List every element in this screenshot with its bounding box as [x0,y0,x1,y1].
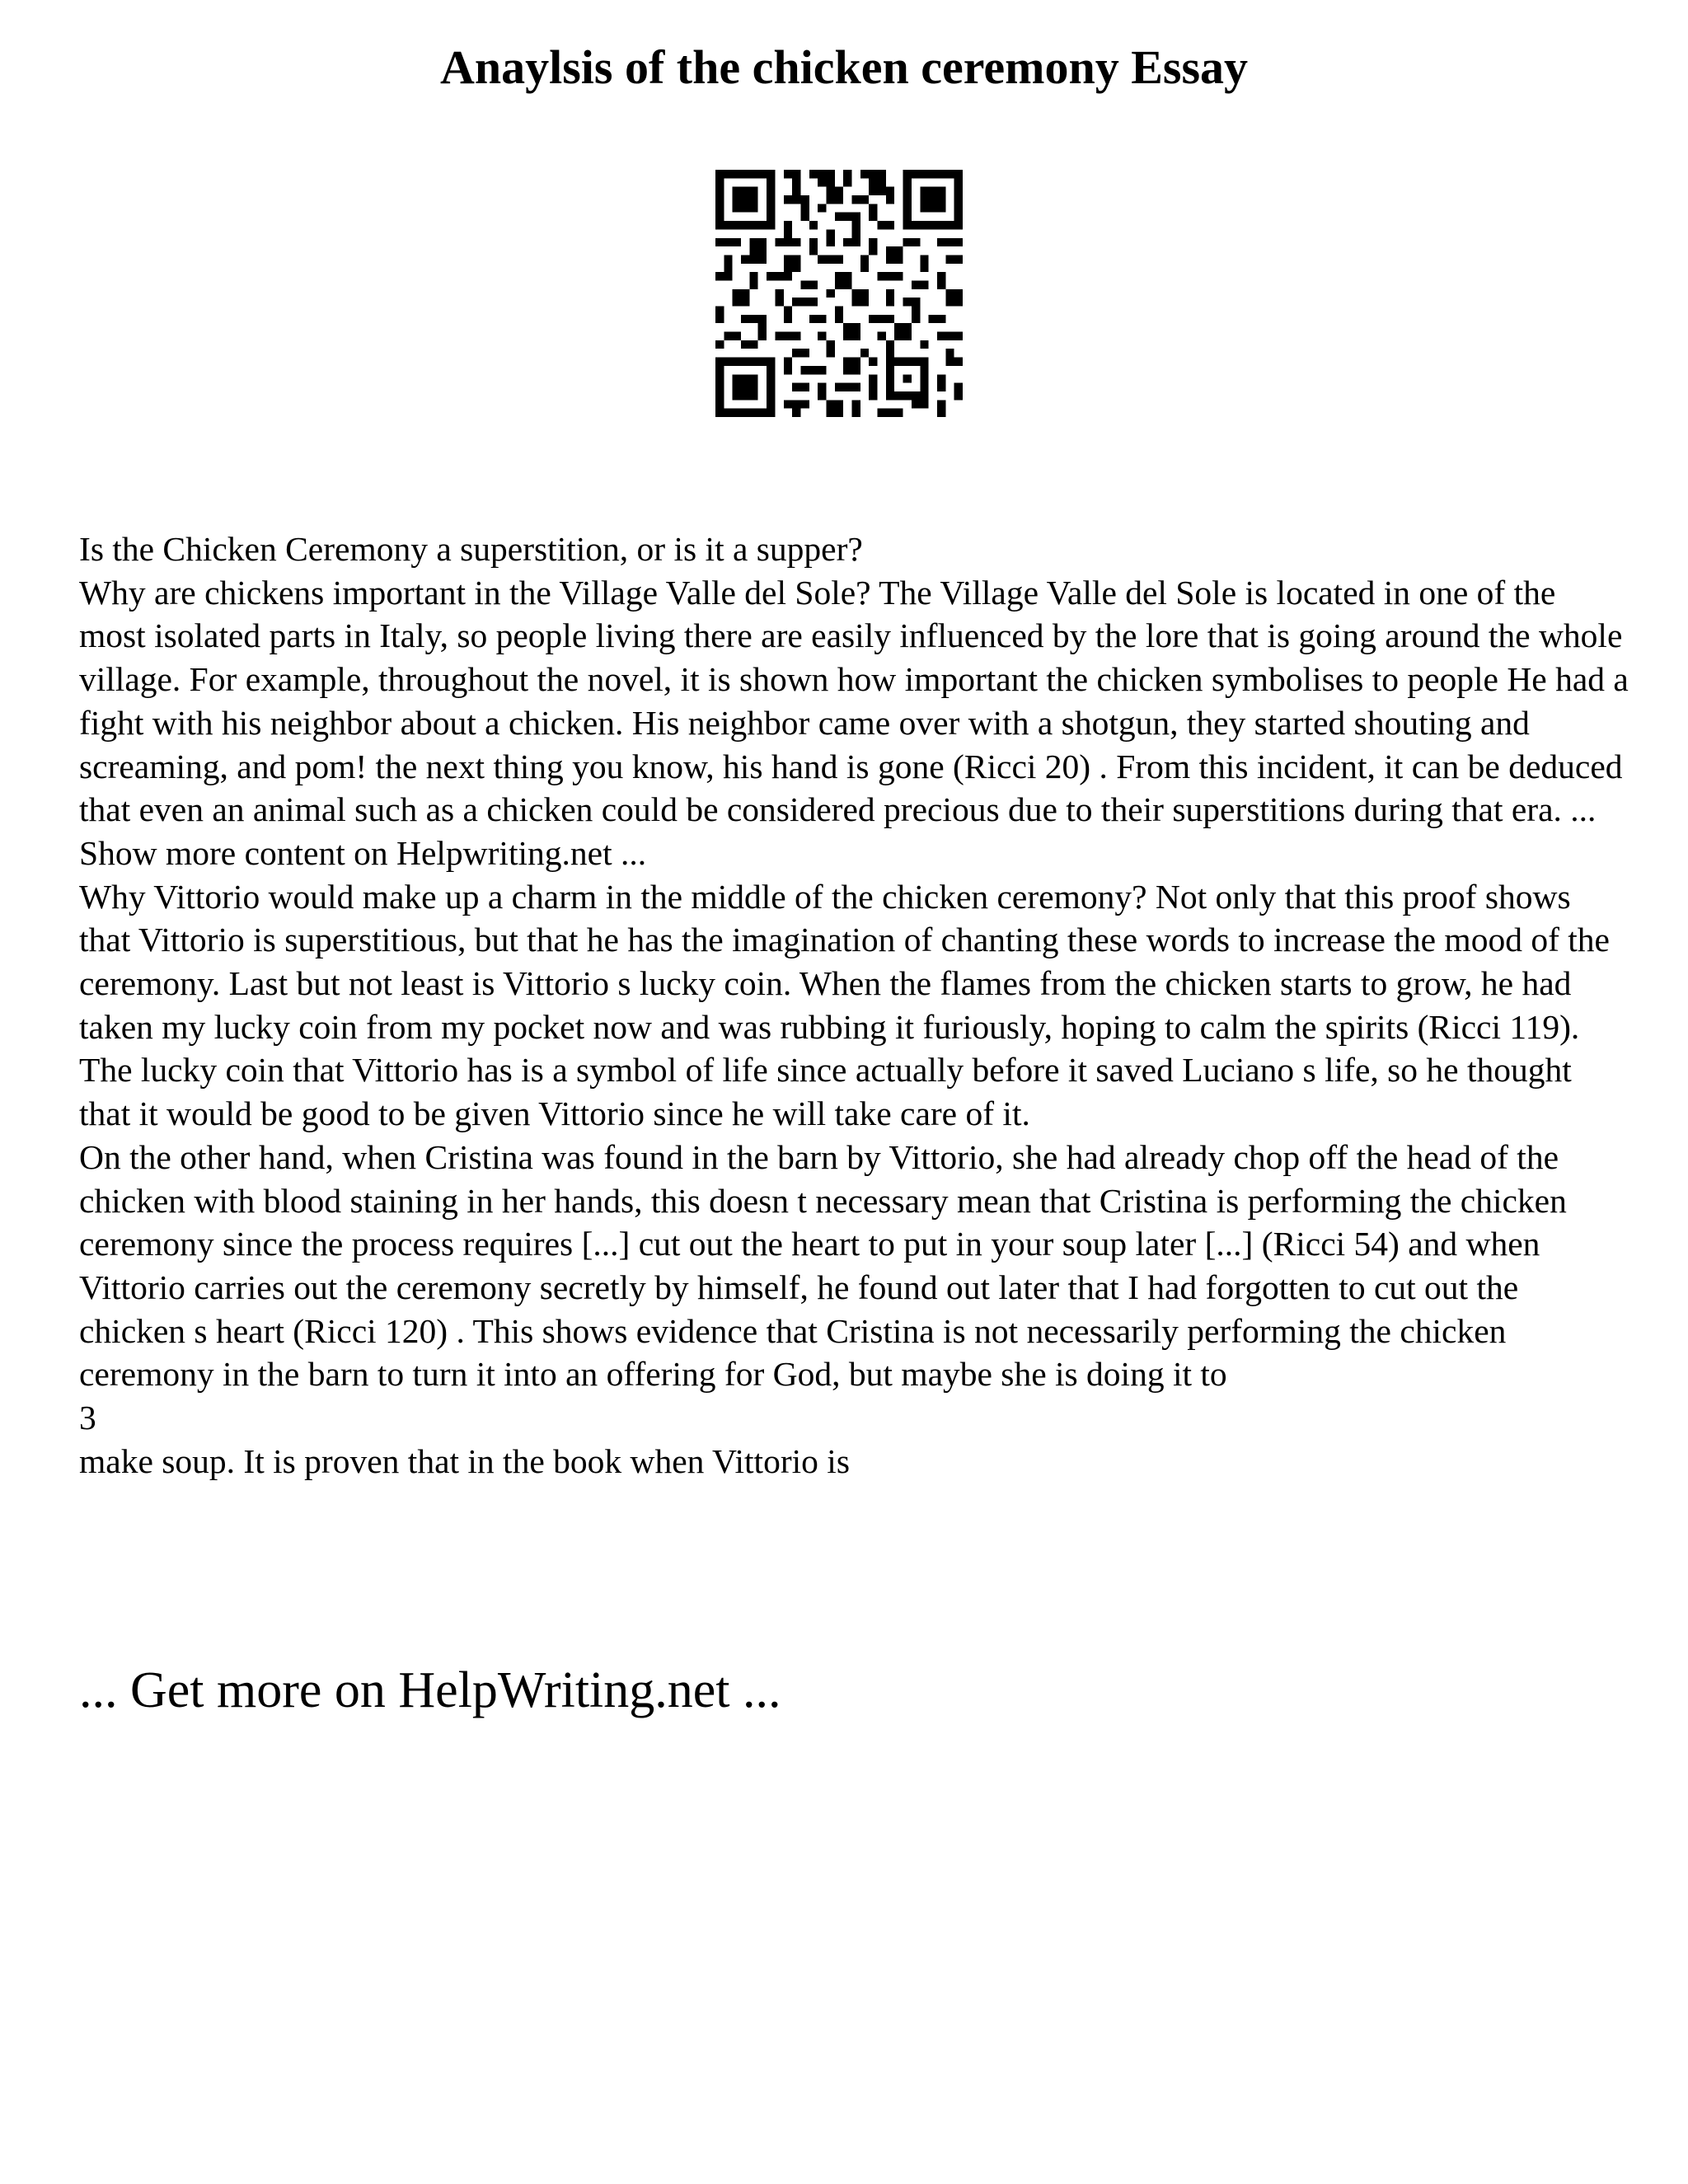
qr-code-icon [715,170,963,417]
essay-paragraph: make soup. It is proven that in the book when Vittorio is [79,1441,850,1480]
essay-paragraph: Why are chickens important in the Village Valle del Sole? The Village Valle del Sole is located in one of the most isolated parts in Italy, so people living there are easily influenced by the lore that is going around the whole village. For example, throughout the novel, it is shown how important the chicken symbolises to people He had a fight with his neighbor about a chicken. His neighbor came over with a shotgun, they started shouting and screaming, and pom! the next thing you know, his hand is gone (Ricci 20) . From this incident, it can be deduced that even an animal such as a chicken could be considered precious due to their superstitions during that era. ... Show more content on Helpwriting.net ... [79,573,1629,872]
document-title: Anaylsis of the chicken ceremony Essay [439,40,1249,94]
page-number: 3 [79,1399,96,1437]
essay-body [79,527,1629,1483]
essay-paragraph: Why Vittorio would make up a charm in the middle of the chicken ceremony? Not only that this proof shows that Vittorio is superstitious, but that he has the imagination of chanting these words to increase the mood of the ceremony. Last but not least is Vittorio s lucky coin. When the flames from the chicken starts to grow, he had taken my lucky coin from my pocket now and was rubbing it furiously, hoping to calm the spirits (Ricci 119). The lucky coin that Vittorio has is a symbol of life since actually before it saved Luciano s life, so he thought that it would be good to be given Vittorio since he will take care of it. [79,877,1610,1133]
essay-paragraph: On the other hand, when Cristina was found in the barn by Vittorio, she had already chop off the head of the chicken with blood staining in her hands, this doesn t necessary mean that Cristina is performing the chicken ceremony since the process requires [...] cut out the heart to put in your soup later [...] (Ricci 54) and when Vittorio carries out the ceremony secretly by himself, he found out later that I had forgotten to cut out the chicken s heart (Ricci 120) . This shows evidence that Cristina is not necessarily performing the chicken ceremony in the barn to turn it into an offering for God, but maybe she is doing it to [79,1137,1567,1394]
get-more-link[interactable]: ... Get more on HelpWriting.net ... [79,1662,781,1718]
essay-question: Is the Chicken Ceremony a superstition, or is it a supper? [79,530,863,568]
